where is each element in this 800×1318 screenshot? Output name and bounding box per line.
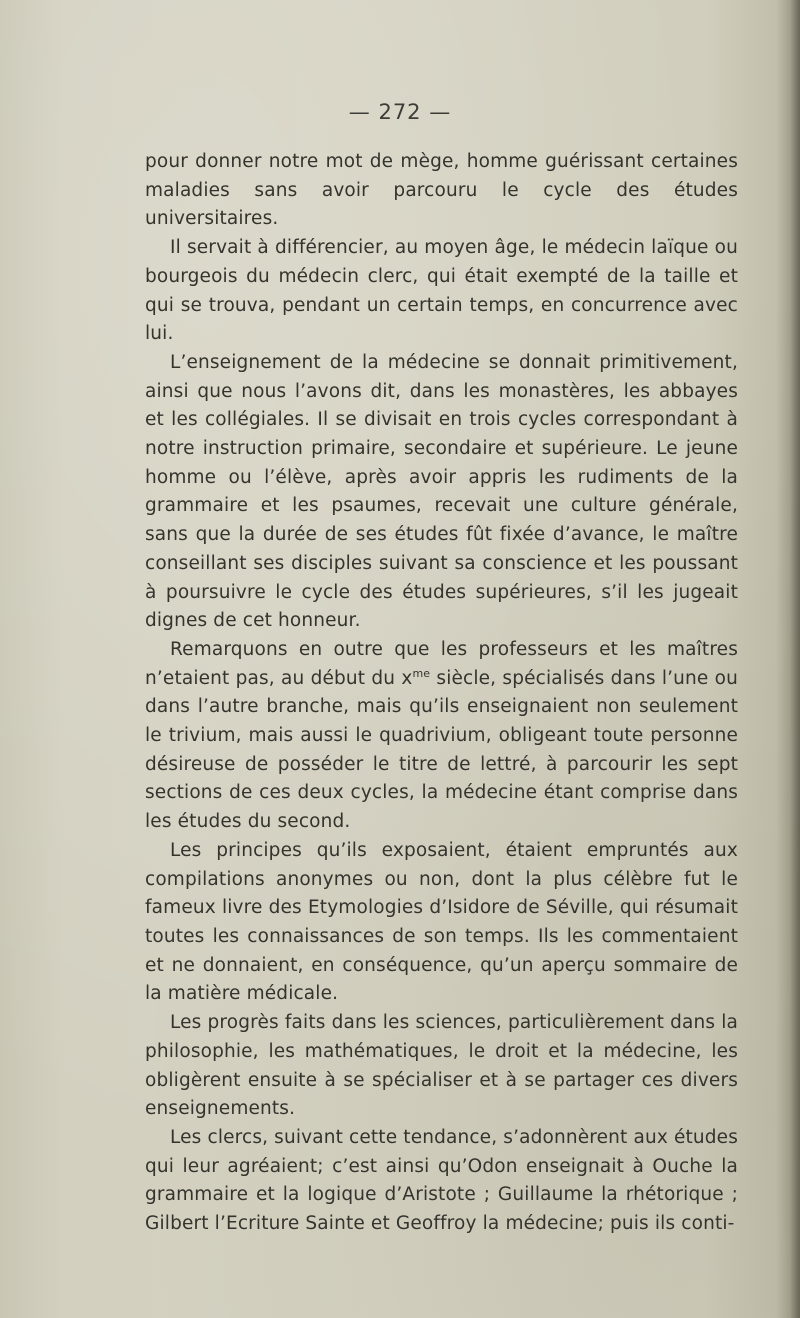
- paragraph-2: Il servait à différencier, au moyen âge, le médecin laïque ou bourgeois du médecin clerc, qui était exempté de la taille et qui se trouva, pendant un certain temps, en concurrence avec lui.: [145, 237, 738, 345]
- century-superscript: me: [412, 666, 431, 680]
- page-number: — 272 —: [348, 100, 452, 124]
- paragraph-3: L’enseignement de la médecine se donnait primitivement, ainsi que nous l’avons dit, dans les monastères, les abbayes et les collégiales. Il se divisait en trois cycles correspondant à notre instruction primaire, secondaire et supérieure. Le jeune homme ou l’élève, après avoir appris les rudiments de la grammaire et les psaumes, recevait une culture générale, sans que la durée de ses études fût fixée d’avance, le maître conseillant ses disciples suivant sa conscience et les poussant à poursuivre le cycle des études supérieures, s’il les jugeait dignes de cet honneur.: [145, 351, 738, 632]
- paragraph-5: Les principes qu’ils exposaient, étaient empruntés aux compilations anonymes ou non, dont la plus célèbre fut le fameux livre des Etymologies d’Isidore de Séville, qui résumait toutes les connaissances de son temps. Ils les commentaient et ne donnaient, en conséquence, qu’un aperçu sommaire de la matière médicale.: [145, 839, 738, 1005]
- paragraph-6: Les progrès faits dans les sciences, particulièrement dans la philosophie, les mathématiques, le droit et la médecine, les obligèrent ensuite à se spécialiser et à se partager ces divers enseignements.: [145, 1012, 738, 1120]
- paragraph-1: pour donner notre mot de mège, homme guérissant certaines maladies sans avoir parcouru le cycle des études universitaires.: [145, 151, 738, 230]
- paragraph-4-part-2: siècle, spécialisés dans l’une ou dans l’autre branche, mais qu’ils enseignaient non seulement le trivium, mais aussi le quadrivium, obligeant toute personne désireuse de posséder le titre de lettré, à parcourir les sept sections de ces deux cycles, la médecine étant comprise dans les études du second.: [145, 667, 738, 833]
- paragraph-4: [145, 636, 738, 837]
- paragraph-7: Les clercs, suivant cette tendance, s’adonnèrent aux études qui leur agréaient; c’est ainsi qu’Odon enseignait à Ouche la grammaire et la logique d’Aristote ; Guillaume la rhétorique ; Gilbert l’Ecriture Sainte et Geoffroy la médecine; puis ils conti-: [145, 1126, 738, 1235]
- body-text: [145, 148, 738, 1239]
- paragraph-4-part-1: Remarquons en outre que les professeurs et les maîtres n’etaient pas, au début du x: [145, 638, 738, 689]
